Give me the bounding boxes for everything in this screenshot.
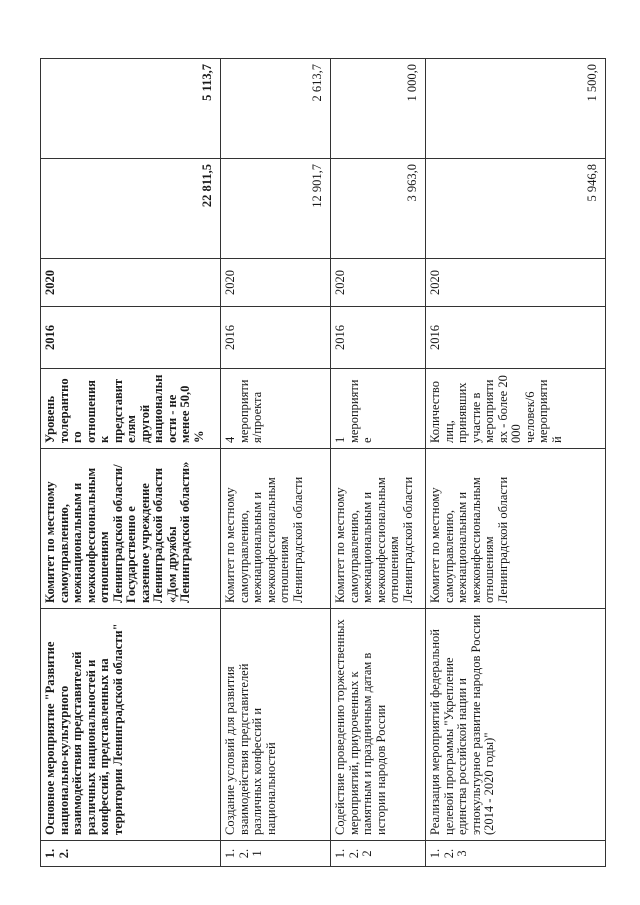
start-year: 2016: [426, 307, 606, 369]
end-year: 2020: [331, 259, 426, 307]
row-number: 1.2.3: [426, 841, 606, 867]
first-year-amount: 5 113,7: [41, 59, 221, 159]
indicator: 4 мероприятия/проекта: [221, 369, 331, 449]
table-row: [221, 59, 331, 867]
indicator: Количество лиц, принявших участие в мероприятиях - более 20 000 человек/6 мероприятий: [426, 369, 606, 449]
start-year: 2016: [41, 307, 221, 369]
executor: Комитет по местному самоуправлению, межнациональным и межконфессиональным отношениям Ленинградской области: [221, 449, 331, 609]
executor: Комитет по местному самоуправлению, межнациональным и межконфессиональным отношениям Ленинградской области: [331, 449, 426, 609]
row-number: 1.2.1: [221, 841, 331, 867]
activity-name: Основное мероприятие "Развитие национально-культурного взаимодействия представителей различных национальностей и конфессий, представленных на территории Ленинградской области": [41, 609, 221, 841]
end-year: 2020: [426, 259, 606, 307]
indicator: 1 мероприятие: [331, 369, 426, 449]
table-row: [41, 59, 221, 867]
indicator: Уровень толерантного отношения к представителям другой национальности - не менее 50,0 %: [41, 369, 221, 449]
activity-name: Реализация мероприятий федеральной целевой программы "Укрепление единства российской нации и этнокультурное развитие народов России (2014 - 2020 годы)": [426, 609, 606, 841]
executor: Комитет по местному самоуправлению, межнациональным и межконфессиональным отношениям Ленинградской области: [426, 449, 606, 609]
executor: Комитет по местному самоуправлению, межнациональным и межконфессиональным отношениям Ленинградской области/Государственно е казенное учреждение Ленинградской области «Дом дружбы Ленинградской области»: [41, 449, 221, 609]
row-number: 1.2.: [41, 841, 221, 867]
total-amount: 5 946,8: [426, 159, 606, 259]
first-year-amount: 2 613,7: [221, 59, 331, 159]
start-year: 2016: [221, 307, 331, 369]
activity-name: Создание условий для развития взаимодействия представителей различных конфессий и национальностей: [221, 609, 331, 841]
end-year: 2020: [221, 259, 331, 307]
row-number: 1.2.2: [331, 841, 426, 867]
end-year: 2020: [41, 259, 221, 307]
total-amount: 22 811,5: [41, 159, 221, 259]
table-row: [426, 59, 606, 867]
first-year-amount: 1 500,0: [426, 59, 606, 159]
total-amount: 3 963,0: [331, 159, 426, 259]
program-table: [40, 58, 606, 867]
first-year-amount: 1 000,0: [331, 59, 426, 159]
total-amount: 12 901,7: [221, 159, 331, 259]
table-row: [331, 59, 426, 867]
activity-name: Содействие проведению торжественных мероприятий, приуроченных к памятным и праздничным датам в истории народов России: [331, 609, 426, 841]
start-year: 2016: [331, 307, 426, 369]
